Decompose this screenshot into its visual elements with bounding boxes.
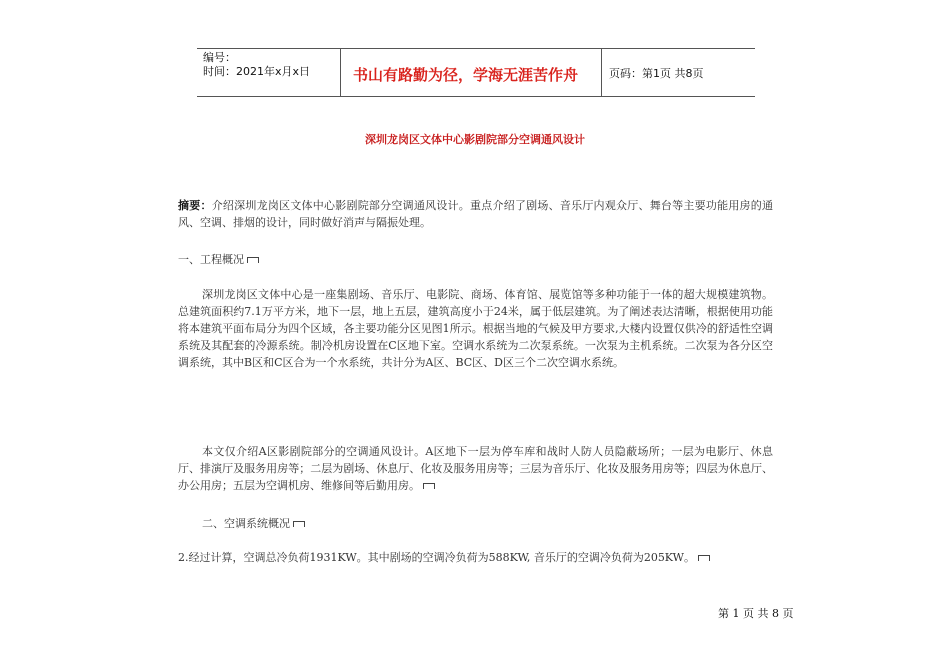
- section-1-heading-text: 一、工程概况: [178, 253, 244, 266]
- header-page-label: 页码：第1页 共8页: [609, 67, 704, 80]
- paragraph-1: 深圳龙岗区文体中心是一座集剧场、音乐厅、电影院、商场、体育馆、展览馆等多种功能于一体的超大规模建筑物。总建筑面积约7.1万平方米，地下一层，地上五层，建筑高度小于24米，属于低层建筑。为了阐述表达清晰，根据使用功能将本建筑平面布局分为四个区域，各主要功能分区见图1所示。根据当地的气候及甲方要求,大楼内设置仅供冷的舒适性空调系统及其配套的冷源系统。制冷机房设置在C区地下室。空调水系统为二次泵系统。一次泵为主机系统。二次泵为各分区空调系统，其中B区和C区合为一个水系统，共计分为A区、BC区、D区三个二次空调水系统。: [178, 288, 773, 369]
- abstract: [178, 197, 773, 231]
- section-1-heading: [178, 251, 773, 268]
- section-2-heading-text: 二、空调系统概况: [202, 517, 290, 530]
- paragraph-3-text: 2.经过计算，空调总冷负荷1931KW。其中剧场的空调冷负荷为588KW, 音乐厅的空调冷负荷为205KW。: [178, 551, 695, 564]
- paragraph-mark-icon: [293, 521, 305, 527]
- abstract-text: 介绍深圳龙岗区文体中心影剧院部分空调通风设计。重点介绍了剧场、音乐厅内观众厅、舞台等主要功能用房的通风、空调、排烟的设计，同时做好消声与隔振处理。: [178, 199, 774, 229]
- document-number-label: 编号：: [203, 51, 236, 64]
- paragraph-3: [178, 549, 773, 566]
- paragraph-2-text: 本文仅介绍A区影剧院部分的空调通风设计。A区地下一层为停车库和战时人防人员隐蔽场所；一层为电影厅、休息厅、排演厅及服务用房等；二层为剧场、休息厅、化妆及服务用房等；三层为音乐厅、化妆及服务用房等；四层为休息厅、办公用房；五层为空调机房、维修间等后勤用房。: [178, 445, 773, 492]
- section-2-heading: [178, 515, 773, 532]
- document-time-label: 时间：2021年x月x日: [203, 65, 311, 78]
- paragraph-mark-icon: [423, 483, 435, 489]
- header-divider-left: [340, 48, 341, 97]
- paragraph-2: [178, 443, 773, 494]
- document-title: 深圳龙岗区文体中心影剧院部分空调通风设计: [365, 133, 585, 146]
- abstract-label: 摘要：: [178, 199, 212, 212]
- paragraph-mark-icon: [698, 555, 710, 561]
- header-top-rule: [197, 48, 755, 49]
- paragraph-mark-icon: [247, 257, 259, 263]
- header-motto: 书山有路勤为径，学海无涯苦作舟: [353, 66, 579, 84]
- header-divider-right: [601, 48, 602, 97]
- footer-page-number: 第 1 页 共 8 页: [718, 607, 794, 620]
- header-bottom-rule: [197, 96, 755, 97]
